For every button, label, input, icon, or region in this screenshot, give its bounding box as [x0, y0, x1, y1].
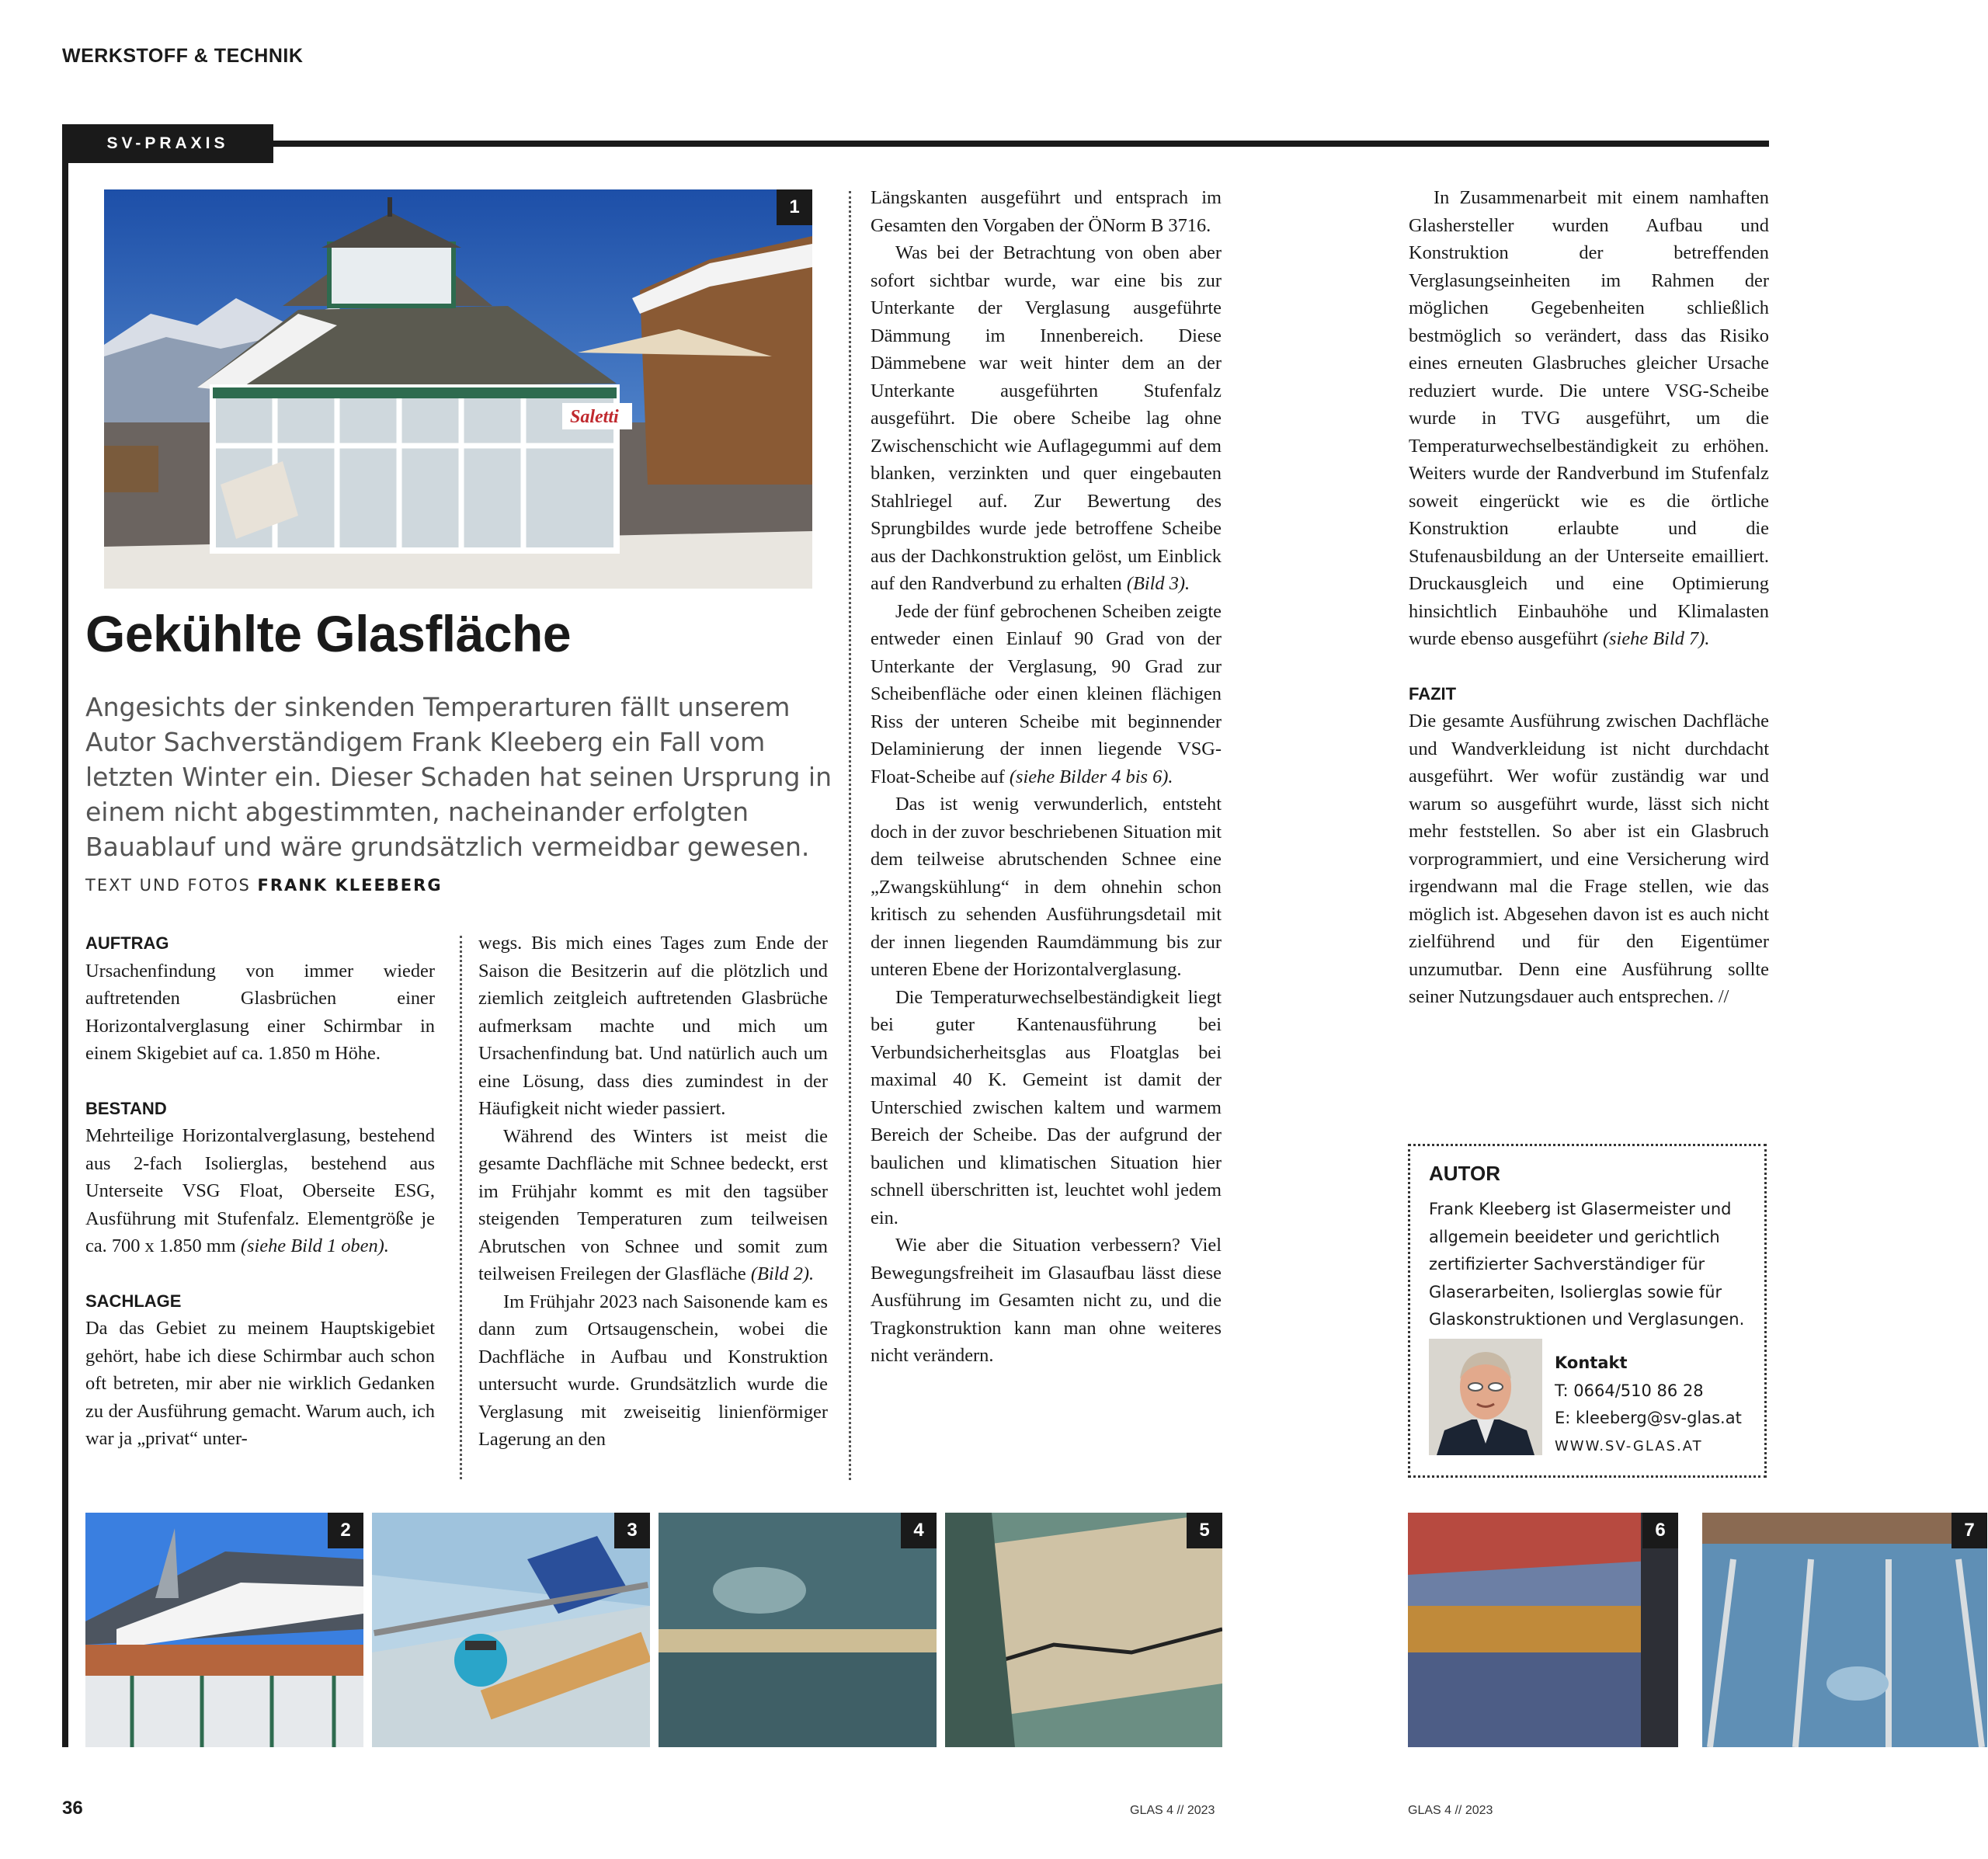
author-photo [1429, 1339, 1542, 1455]
photo-2-number: 2 [328, 1513, 363, 1548]
paragraph-col3-3 [871, 598, 1222, 791]
article-lead [85, 690, 839, 903]
photo-2-roof-snow [85, 1513, 363, 1747]
contact-website[interactable]: WWW.SV-GLAS.AT [1555, 1437, 1703, 1454]
col4-1-text: In Zusammenarbeit mit einem namhaften Glashersteller wurden Aufbau und Konstruktion der betreffenden Verglasungseinheiten im Rahmen der möglichen Gegebenheiten schließlich bestmöglich so verändert, dass das Risiko eines erneuten Glasbruches gleicher Ursache reduziert wurde. Die untere VSG-Scheibe wurde in TVG ausgeführt, um die Temperaturwechselbeständigkeit zu erhöhen. Weiters wurde der Randverbund im Stufenfalz soweit eingerückt wie es die örtliche Konstruktion erlaubte und die Stufenausbildung an der Unterseite emailliert. Druckausgleich und eine Optimierung hinsichtlich Einbauhöhe und Klimalasten wurde ebenso ausgeführt [1409, 187, 1769, 649]
paragraph-col2-3: Im Frühjahr 2023 nach Saisonende kam es dann zum Ortsaugenschein, wobei die Dachfläche in Aufbau und Konstruktion untersucht wurde. Grundsätzlich wurde die Verglasung mit zweiseitig linienförmiger Lagerung an den [478, 1291, 828, 1450]
photo-6-number: 6 [1642, 1513, 1678, 1548]
photo-3-number: 3 [614, 1513, 650, 1548]
column-4 [1409, 184, 1769, 1011]
credit [85, 876, 443, 895]
contact-phone: T: 0664/510 86 28 [1555, 1381, 1704, 1400]
author-box-title: AUTOR [1429, 1162, 1500, 1185]
contact-email[interactable]: E: kleeberg@sv-glas.at [1555, 1409, 1742, 1427]
photo-1-schirmbar [104, 189, 812, 589]
paragraph-bestand [85, 1122, 435, 1260]
heading-fazit: FAZIT [1409, 683, 1457, 704]
paragraph-fazit: Die gesamte Ausführung zwischen Dachfläche und Wandverkleidung ist nicht durchdacht ausgeführt. Wer wofür zuständig war und warum so ausgeführt wurde, lässt sich nicht mehr feststellen. So aber ist ein Glasbruch vorprogrammiert, und eine Versicherung wird irgendwann mal die Frage stellen, wie das möglich ist. Abgesehen davon ist es auch nicht zielführend und für den Eigentümer unzumutbar. Denn eine Ausführung sollte seiner Nutzungsdauer auch entsprechen. // [1409, 711, 1769, 1007]
photo-5-number: 5 [1187, 1513, 1222, 1548]
paragraph-col3-2 [871, 239, 1222, 598]
photo-7-new-glazing [1702, 1513, 1987, 1747]
bestand-ref: (siehe Bild 1 oben). [240, 1235, 389, 1256]
paragraph-auftrag: Ursachenfindung von immer wieder auftretenden Glasbrüchen einer Horizontalverglasung einer Schirmbar in einem Skigebiet auf ca. 1.850 m Höhe. [85, 960, 435, 1064]
paragraph-col3-4: Das ist wenig verwunderlich, entsteht doch in der zuvor beschriebenen Situation mit dem teilweise abrutschenden Schnee eine „Zwangskühlung“ in dem ohnehin schon kritisch zu sehenden Ausführungsdetail mit der innen liegenden Raumdämmung bis zur unteren Ebene der Horizontalverglasung. [871, 794, 1222, 980]
column-3 [871, 184, 1222, 1370]
photo-6-delamination [1408, 1513, 1678, 1747]
author-bio: Frank Kleeberg ist Glasermeister und allgemein beeideter und gerichtlich zertifizierter Sachverständiger für Glaserarbeiten, Isolierglas sowie für Glaskonstruktionen und Verglasungen. [1429, 1200, 1745, 1329]
photo-4-glass-edge [659, 1513, 937, 1747]
heading-bestand: BESTAND [85, 1098, 167, 1118]
column-divider-2 [849, 191, 851, 1480]
footer-left-issue: GLAS 4 // 2023 [1130, 1804, 1215, 1817]
col4-1-ref: (siehe Bild 7). [1602, 628, 1710, 649]
col3-2-ref: (Bild 3). [1126, 573, 1190, 594]
col3-2-text: Was bei der Betrachtung von oben aber sofort sichtbar wurde, war eine bis zur Unterkante der Verglasung ausgeführte Dämmung im Innenbereich. Diese Dämmebene war weit hinter dem an der Unterkante ausgeführten Stufenfalz ausgeführt. Die obere Scheibe lag ohne Zwischenschicht wie Auflagegummi auf dem blanken, verzinkten und quer eingebauten Stahlriegel auf. Zur Bewertung des Sprungbildes wurde jede betroffene Scheibe aus der Dachkonstruktion gelöst, um Einblick auf den Randverbund zu erhalten [871, 242, 1222, 594]
col2-2-ref: (Bild 2). [750, 1263, 815, 1284]
paragraph-sachlage: Da das Gebiet zu meinem Hauptskigebiet gehört, habe ich diese Schirmbar auch schon oft betreten, mir aber nie wirklich Gedanken zu der Ausführung gemacht. Warum auch, ich war ja „privat“ unter- [85, 1318, 435, 1449]
photo-3-glass-removal [372, 1513, 650, 1747]
author-box [1408, 1144, 1767, 1478]
column-1 [85, 930, 435, 1453]
heading-auftrag: AUFTRAG [85, 933, 169, 953]
page-number: 36 [62, 1798, 83, 1819]
credit-name: FRANK KLEEBERG [257, 876, 443, 895]
bestand-text: Mehrteilige Horizontalverglasung, bestehend aus 2-fach Isolierglas, bestehend aus Unterseite VSG Float, Oberseite ESG, Ausführung mit Stufenfalz. Elementgröße je ca. 700 x 1.850 mm [85, 1125, 435, 1256]
top-rule [273, 141, 1769, 147]
author-contact [1555, 1350, 1742, 1460]
photo-7-number: 7 [1952, 1513, 1987, 1548]
col2-2-text: Während des Winters ist meist die gesamte Dachfläche mit Schnee bedeckt, erst im Frühjahr kommt es mit den tagsüber steigenden Temperaturen zum teilweisen Abrutschen von Schnee und somit zum teilweisen Freilegen der Glasfläche [478, 1125, 828, 1284]
paragraph-col3-5: Die Temperaturwechselbeständigkeit liegt bei guter Kantenausführung bei Verbundsicherheitsglas aus Floatglas bei maximal 40 K. Gemeint ist damit der Unterschied zwischen kaltem und warmem Bereich der Scheibe. Das der aufgrund der baulichen und klimatischen Situation hier schnell überschritten ist, leuchtet wohl jedem ein. [871, 986, 1222, 1228]
column-divider-1 [460, 936, 462, 1479]
section-header: WERKSTOFF & TECHNIK [62, 45, 304, 67]
credit-label: TEXT UND FOTOS [85, 876, 251, 895]
heading-sachlage: SACHLAGE [85, 1291, 182, 1311]
article-title: Gekühlte Glasfläche [85, 605, 572, 662]
footer-right-issue: GLAS 4 // 2023 [1408, 1804, 1493, 1817]
contact-title: Kontakt [1555, 1353, 1628, 1372]
col3-3-text: Jede der fünf gebrochenen Scheiben zeigte entweder einen Einlauf 90 Grad von der Unterkante der Verglasung, 90 Grad zur Scheibenfläche oder einen kleinen flächigen Riss der unteren Scheibe mit beginnender Delaminierung der innen liegende VSG-Float-Scheibe auf [871, 600, 1222, 787]
column-2 [478, 930, 828, 1454]
paragraph-col2-2 [478, 1123, 828, 1288]
paragraph-col4-1 [1409, 184, 1769, 653]
category-tab: SV-PRAXIS [62, 124, 273, 163]
left-rule [62, 124, 68, 1747]
lead-text: Angesichts der sinkenden Temperarturen fällt unserem Autor Sachverständigem Frank Kleeberg ein Fall vom letzten Winter ein. Dieser Schaden hat seinen Ursprung in einem nicht abgestimmten, nacheinander erfolgten Bauablauf und wäre grundsätzlich vermeidbar gewesen. [85, 692, 832, 862]
photo-1-number: 1 [777, 189, 812, 225]
photo-1-sign-text: Saletti [570, 407, 619, 427]
paragraph-col3-6: Wie aber die Situation verbessern? Viel Bewegungsfreiheit im Glasaufbau lässt diese Ausführung im Gesamten nicht zu, und die Tragkonstruktion kann man ohne weiteres nicht verändern. [871, 1235, 1222, 1366]
col3-3-ref: (siehe Bilder 4 bis 6). [1009, 766, 1173, 787]
photo-4-number: 4 [901, 1513, 937, 1548]
paragraph-col2-1: wegs. Bis mich eines Tages zum Ende der Saison die Besitzerin auf die plötzlich und ziemlich zeitgleich auftretenden Glasbrüche aufmerksam machte und mich um Ursachenfindung bat. Und natürlich auch um eine Lösung, dass dies zumindest in der Häufigkeit nicht wieder passiert. [478, 933, 828, 1119]
paragraph-col3-1: Längskanten ausgeführt und entsprach im Gesamten den Vorgaben der ÖNorm B 3716. [871, 187, 1222, 236]
photo-5-insulation-crack [945, 1513, 1222, 1747]
